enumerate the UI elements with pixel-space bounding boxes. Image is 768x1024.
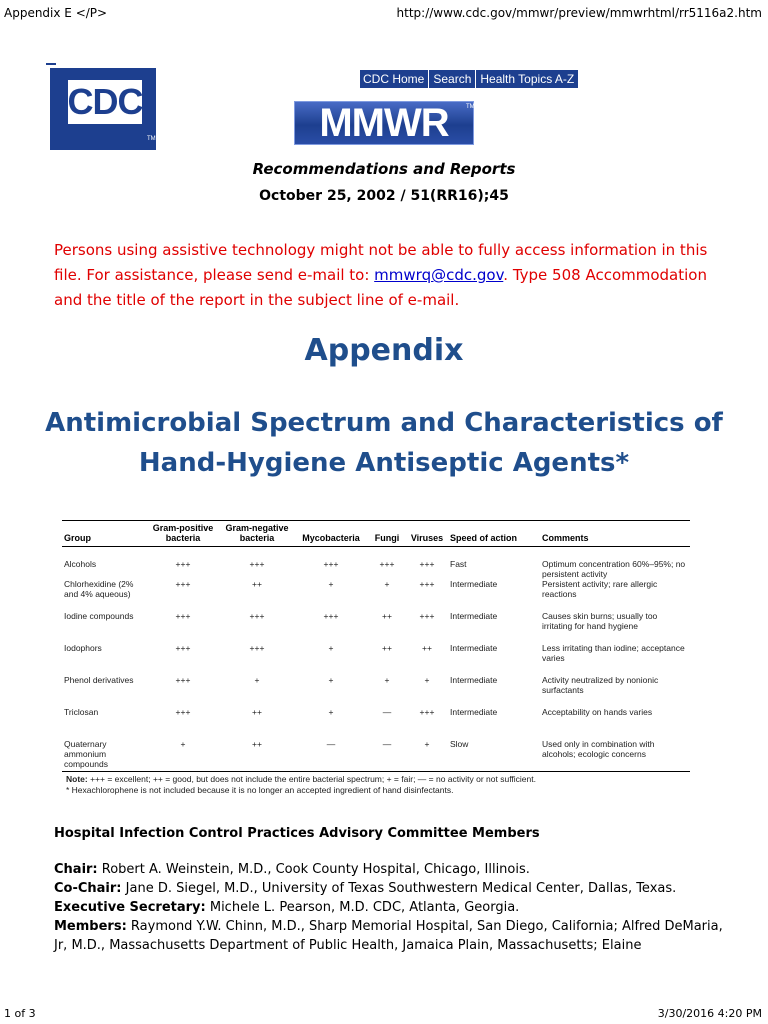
col-gram-negative: Gram-negative bacteria: [220, 521, 294, 547]
cochair-label: Co-Chair:: [54, 881, 122, 896]
cell-speed: Intermediate: [450, 579, 498, 589]
cell-gram-positive: +++: [175, 675, 191, 685]
cell-gram-negative: +: [254, 675, 260, 685]
cell-viruses: ++: [422, 643, 432, 653]
appendix-title: Antimicrobial Spectrum and Characteristics of Hand-Hygiene Antiseptic Agents*: [45, 408, 723, 478]
chair-line: [54, 860, 734, 879]
committee-heading: Hospital Infection Control Practices Advisory Committee Members: [54, 826, 540, 841]
cell-speed: Slow: [448, 739, 540, 772]
cell-comments: Optimum concentration 60%–95%; no persistent activity: [542, 559, 686, 579]
cell-mycobacteria: +: [328, 707, 334, 717]
col-gram-positive: Gram-positive bacteria: [146, 521, 220, 547]
cell-gram-positive: +++: [175, 643, 191, 653]
cell-mycobacteria: +: [328, 643, 334, 653]
cell-mycobacteria: +++: [323, 611, 339, 621]
table-header-row: [62, 521, 690, 547]
cell-fungi: +: [384, 675, 390, 685]
members-text: Raymond Y.W. Chinn, M.D., Sharp Memorial Hospital, San Diego, California; Alfred DeMaria, Jr, M.D., Massachusetts Department of Public Health, Jamaica Plain, Massachusetts; Elaine: [54, 919, 723, 953]
exec-label: Executive Secretary:: [54, 900, 206, 915]
exec-line: [54, 898, 734, 917]
notice-text-1: Persons using assistive technology might not be able to fully access information in this file. For assistance, please send e-mail to:: [54, 241, 708, 284]
top-nav: [360, 70, 578, 88]
col-fungi: Fungi: [368, 521, 406, 547]
cell-comments: Less irritating than iodine; acceptance varies: [542, 643, 685, 663]
cell-comments: Activity neutralized by nonionic surfactants: [542, 675, 659, 695]
col-viruses: Viruses: [406, 521, 448, 547]
mmwr-logo-tm: TM: [466, 104, 475, 110]
table-row: [62, 579, 690, 611]
cell-gram-positive: +: [146, 739, 220, 772]
cell-mycobacteria: —: [294, 739, 368, 772]
cell-comments: Persistent activity; rare allergic reactions: [542, 579, 658, 599]
nav-search[interactable]: Search: [428, 70, 475, 88]
cell-group: Iodine compounds: [64, 611, 134, 621]
members-line: [54, 917, 734, 955]
cell-viruses: +++: [419, 707, 435, 717]
table-note: [66, 774, 536, 796]
cell-group: Chlorhexidine (2% and 4% aqueous): [64, 579, 134, 599]
cell-comments: Causes skin burns; usually too irritating for hand hygiene: [542, 611, 658, 631]
cell-viruses: +++: [419, 579, 435, 589]
note-text: +++ = excellent; ++ = good, but does not include the entire bacterial spectrum; + = fair; — = no activity or not sufficient.: [87, 774, 536, 784]
cell-speed: Intermediate: [450, 707, 498, 717]
cell-gram-negative: +++: [249, 643, 265, 653]
antiseptic-table: [62, 520, 690, 772]
col-speed: Speed of action: [448, 521, 540, 547]
cell-viruses: +: [406, 739, 448, 772]
notice-text-2: . Type 508 Accommodation and the title of the report in the subject line of e-mail.: [54, 266, 707, 309]
table-row: [62, 675, 690, 707]
cell-speed: Intermediate: [450, 611, 498, 621]
page-title: Appendix E </P>: [4, 6, 108, 20]
page-url: http://www.cdc.gov/mmwr/preview/mmwrhtml/rr5116a2.htm: [396, 6, 762, 20]
appendix-heading: Appendix: [304, 333, 464, 368]
table-note-line: [66, 774, 536, 785]
report-series: Recommendations and Reports: [252, 160, 516, 178]
cell-gram-positive: +++: [175, 611, 191, 621]
table-row: [62, 643, 690, 675]
chair-text: Robert A. Weinstein, M.D., Cook County Hospital, Chicago, Illinois.: [97, 862, 530, 877]
cell-fungi: ++: [382, 643, 392, 653]
cell-gram-positive: +++: [175, 579, 191, 589]
cell-fungi: —: [368, 739, 406, 772]
nav-cdc-home[interactable]: CDC Home: [360, 70, 428, 88]
cell-fungi: ++: [382, 611, 392, 621]
cell-fungi: +++: [379, 559, 395, 569]
cell-gram-negative: ++: [220, 739, 294, 772]
exec-text: Michele L. Pearson, M.D. CDC, Atlanta, Georgia.: [205, 900, 520, 915]
col-group: Group: [62, 521, 146, 547]
table-row: [62, 739, 690, 772]
cell-comments: Acceptability on hands varies: [542, 707, 653, 717]
cell-viruses: +++: [419, 559, 435, 569]
cell-gram-negative: ++: [252, 579, 262, 589]
nav-health-topics[interactable]: Health Topics A-Z: [475, 70, 578, 88]
committee-members: [54, 860, 734, 955]
mmwr-logo[interactable]: MMWR: [294, 101, 474, 145]
cdc-logo-text: CDC: [66, 78, 144, 126]
cochair-line: [54, 879, 734, 898]
cell-gram-positive: +++: [175, 559, 191, 569]
cell-viruses: +: [424, 675, 430, 685]
notice-email-link[interactable]: mmwrq@cdc.gov: [374, 266, 504, 284]
cdc-logo-tm: TM: [147, 136, 156, 142]
accessibility-notice: [54, 238, 734, 313]
cell-group: Quaternary ammonium compounds: [62, 739, 146, 772]
cell-mycobacteria: +: [328, 579, 334, 589]
print-datetime: 3/30/2016 4:20 PM: [657, 1007, 762, 1020]
cell-gram-positive: +++: [175, 707, 191, 717]
report-date: October 25, 2002 / 51(RR16);45: [259, 188, 509, 204]
cell-group: Iodophors: [64, 643, 102, 653]
table-footnote: * Hexachlorophene is not included because it is no longer an accepted ingredient of hand disinfectants.: [66, 785, 454, 795]
cell-comments: Used only in combination with alcohols; ecologic concerns: [540, 739, 690, 772]
cochair-text: Jane D. Siegel, M.D., University of Texas Southwestern Medical Center, Dallas, Texas.: [121, 881, 677, 896]
cell-gram-negative: ++: [252, 707, 262, 717]
table-row: [62, 611, 690, 643]
chair-label: Chair:: [54, 862, 98, 877]
table-row: [62, 707, 690, 739]
cell-mycobacteria: +++: [323, 559, 339, 569]
members-label: Members:: [54, 919, 127, 934]
cell-speed: Intermediate: [450, 643, 498, 653]
cell-mycobacteria: +: [328, 675, 334, 685]
cell-group: Alcohols: [64, 559, 97, 569]
col-comments: Comments: [540, 521, 690, 547]
cell-speed: Fast: [450, 559, 467, 569]
col-mycobacteria: Mycobacteria: [294, 521, 368, 547]
table-row: [62, 547, 690, 580]
page-count: 1 of 3: [4, 1007, 36, 1020]
cell-gram-negative: +++: [249, 559, 265, 569]
cell-group: Triclosan: [64, 707, 99, 717]
logo-rule: [46, 63, 56, 65]
note-label: Note:: [66, 774, 88, 784]
cell-viruses: +++: [419, 611, 435, 621]
cell-fungi: +: [384, 579, 390, 589]
cell-gram-negative: +++: [249, 611, 265, 621]
cell-fungi: —: [382, 707, 392, 717]
cell-group: Phenol derivatives: [64, 675, 134, 685]
cell-speed: Intermediate: [450, 675, 498, 685]
